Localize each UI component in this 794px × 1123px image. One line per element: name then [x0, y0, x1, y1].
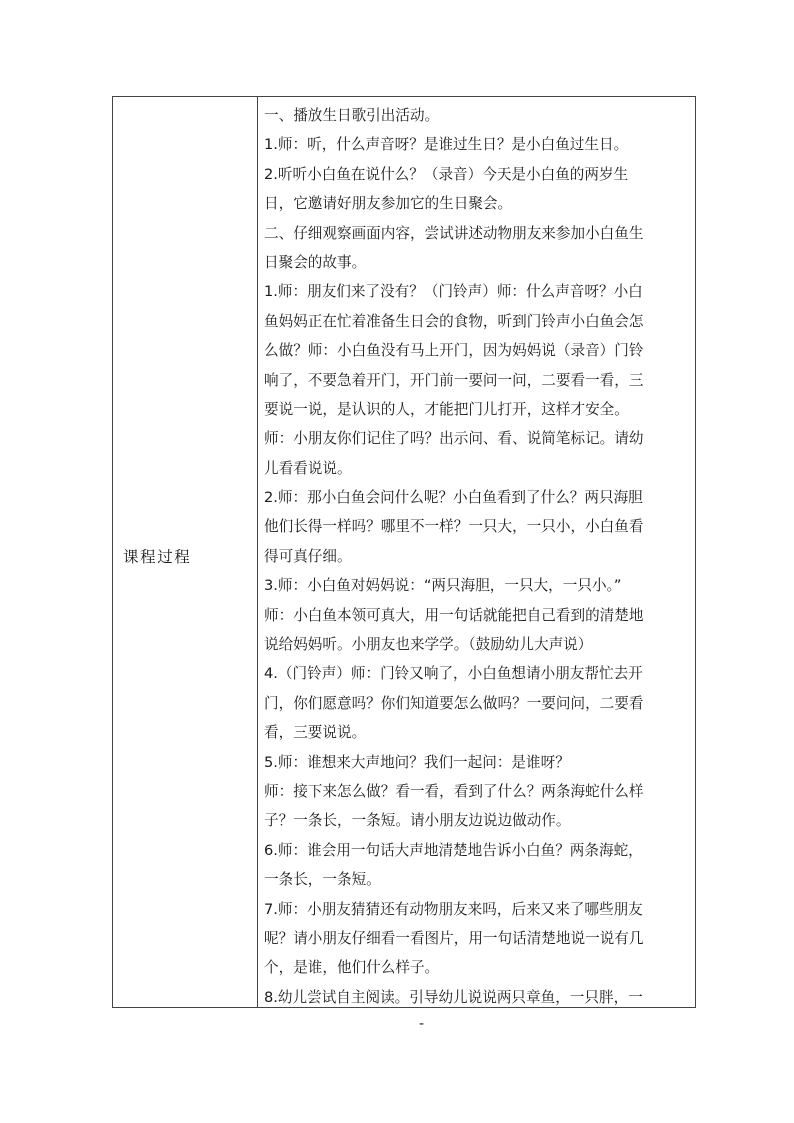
content-line: 一条长，一条短。: [264, 871, 381, 889]
content-line: 鱼妈妈正在忙着准备生日会的食物，听到门铃声小白鱼会怎: [264, 312, 644, 330]
content-line: 得可真仔细。: [264, 547, 352, 565]
section-label: 课程过程: [123, 548, 192, 566]
content-line: 门，你们愿意吗？你们知道要怎么做吗？一要问问，二要看: [264, 694, 644, 712]
content-line: 日，它邀请好朋友参加它的生日聚会。: [264, 195, 513, 213]
content-line: 2.听听小白鱼在说什么？（录音）今天是小白鱼的两岁生: [264, 165, 629, 183]
content-line: 师：接下来怎么做？看一看，看到了什么？两条海蛇什么样: [264, 782, 644, 800]
content-line: 么做？师：小白鱼没有马上开门，因为妈妈说（录音）门铃: [264, 342, 644, 360]
content-line: 3.师：小白鱼对妈妈说：“两只海胆，一只大，一只小。”: [264, 577, 622, 595]
lesson-content: [264, 101, 689, 1007]
section-label-cell: [113, 97, 258, 1007]
content-line: 儿看看说说。: [264, 459, 352, 477]
content-line: 7.师：小朋友猜猜还有动物朋友来吗，后来又来了哪些朋友: [264, 900, 643, 918]
content-line: 子？一条长，一条短。请小朋友边说边做动作。: [264, 812, 571, 830]
content-line: 日聚会的故事。: [264, 253, 367, 271]
content-line: 8.幼儿尝试自主阅读。引导幼儿说说两只章鱼，一只胖，一: [264, 988, 643, 1006]
content-line: 二、仔细观察画面内容，尝试讲述动物朋友来参加小白鱼生: [264, 224, 644, 242]
lesson-content-cell: [258, 97, 695, 1007]
content-line: 要说一说，是认识的人，才能把门儿打开，这样才安全。: [264, 400, 629, 418]
content-line: 师：小白鱼本领可真大，用一句话就能把自己看到的清楚地: [264, 606, 644, 624]
page-footer-mark: -: [419, 1016, 425, 1032]
content-line: 说给妈妈听。小朋友也来学学。（鼓励幼儿大声说）: [264, 636, 593, 654]
content-line: 响了，不要急着开门，开门前一要问一问，二要看一看，三: [264, 371, 644, 389]
content-line: 5.师：谁想来大声地问？我们一起问：是谁呀？: [264, 753, 570, 771]
content-line: 个，是谁，他们什么样子。: [264, 959, 440, 977]
content-line: 他们长得一样吗？哪里不一样？一只大，一只小，小白鱼看: [264, 518, 644, 536]
content-line: 看，三要说说。: [264, 724, 367, 742]
content-line: 呢？请小朋友仔细看一看图片，用一句话清楚地说一说有几: [264, 929, 644, 947]
content-line: 4.（门铃声）师：门铃又响了，小白鱼想请小朋友帮忙去开: [264, 665, 643, 683]
content-line: 2.师：那小白鱼会问什么呢？小白鱼看到了什么？两只海胆: [264, 489, 643, 507]
content-line: 一、播放生日歌引出活动。: [264, 107, 440, 124]
lesson-table: [112, 96, 696, 1008]
content-line: 1.师：听，什么声音呀？是谁过生日？是小白鱼过生日。: [264, 136, 629, 154]
content-line: 师：小朋友你们记住了吗？出示问、看、说简笔标记。请幼: [264, 430, 644, 448]
content-line: 1.师：朋友们来了没有？（门铃声）师：什么声音呀？小白: [264, 283, 643, 301]
content-line: 6.师：谁会用一句话大声地清楚地告诉小白鱼？两条海蛇，: [264, 841, 643, 859]
